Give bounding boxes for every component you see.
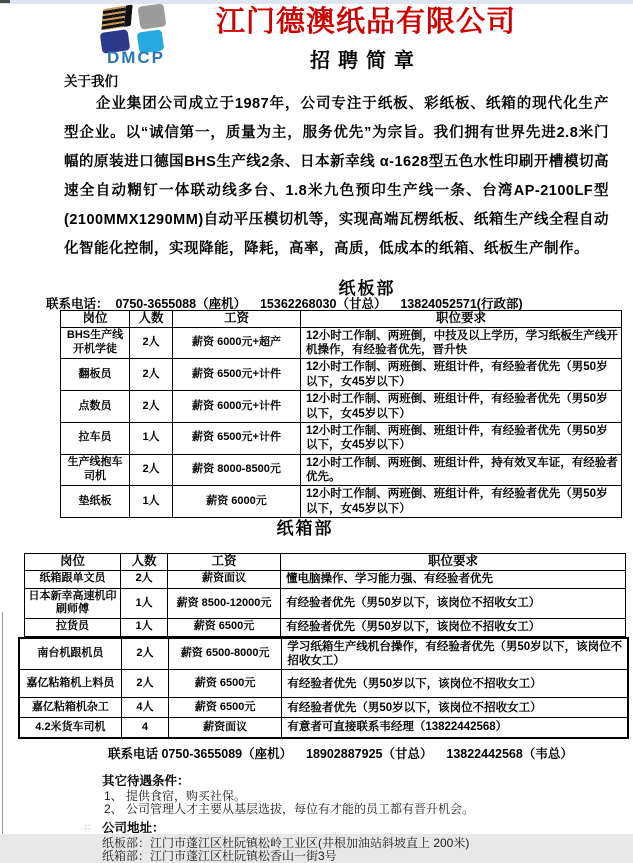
table-cell: 翻板员: [61, 359, 130, 391]
table-cell: 拉货员: [25, 619, 121, 636]
column-header: 人数: [130, 311, 173, 328]
header: [128, 6, 604, 73]
table-cell: 2人: [130, 327, 173, 359]
table-cell: 12小时工作制、两班倒、班组计件，有经验者优先（男50岁以下，女45岁以下）: [301, 391, 622, 423]
table-cell: 12小时工作制、两班倒、班组计件，有经验者优先（男50岁以下，女45岁以下）: [301, 422, 622, 454]
table-cell: 薪资 6500元: [168, 670, 281, 698]
box-dept-section: [0, 514, 633, 863]
table-cell: 南台机跟机员: [19, 638, 121, 670]
column-header: 工资: [168, 554, 281, 571]
table-cell: 点数员: [61, 391, 130, 423]
table-row: [25, 588, 626, 619]
table-row: [25, 570, 626, 588]
column-header: 岗位: [61, 311, 130, 328]
table-cell: 薪资 6000元+计件: [173, 391, 301, 423]
table-header-row: [61, 311, 622, 328]
table-cell: 垫纸板: [61, 486, 130, 518]
table-row: [61, 327, 622, 359]
table-cell: 学习纸箱生产线机台操作，有经验者优先（男50岁以下，该岗位不招收女工）: [282, 638, 628, 670]
column-header: 岗位: [25, 554, 121, 571]
table-row: [19, 638, 628, 670]
table-cell: 1人: [130, 422, 173, 454]
table-cell: 薪资 6500元+计件: [173, 422, 301, 454]
table-cell: 12小时工作制、两班倒、班组计件，有经验者优先（男50岁以下，女45岁以下）: [301, 486, 622, 518]
table-cell: 2人: [130, 454, 173, 486]
table-cell: 4人: [121, 698, 168, 718]
table-cell: 薪资 8000-8500元: [173, 454, 301, 486]
board-dept-address: 纸板部：江门市蓬江区杜阮镇松岭工业区(井根加油站斜坡直上 200米): [102, 835, 470, 850]
table-row: [61, 486, 622, 518]
table-cell: 12小时工作制、两班倒，中技及以上学历，学习纸板生产线开机操作，有经验者优先，晋升快: [301, 327, 622, 359]
board-dept-title: 纸板部: [338, 279, 396, 298]
table-cell: 懂电脑操作、学习能力强、有经验者优先: [281, 570, 626, 588]
table-cell: 2人: [130, 391, 173, 423]
table-cell: 有经验者优先（男50岁以下，该岗位不招收女工）: [281, 588, 626, 619]
table-cell: 2人: [121, 570, 168, 588]
table-cell: 薪资面议: [168, 718, 281, 738]
table-cell: 有经验者优先（男50岁以下，该岗位不招收女工）: [281, 619, 626, 636]
table-cell: 2人: [121, 638, 168, 670]
table-cell: 有经验者优先（男50岁以下，该岗位不招收女工）: [282, 670, 628, 698]
logo-text: DMCP: [106, 48, 166, 67]
table-cell: 纸箱跟单文员: [25, 570, 121, 588]
board-dept-contact-phones: 联系电话： 0750-3655088（座机） 15362268030（甘总） 13824052571(行政部): [46, 297, 523, 311]
table-cell: BHS生产线开机学徒: [61, 327, 130, 359]
address-heading: 公司地址：: [102, 820, 165, 835]
table-row: [61, 422, 622, 454]
table-cell: 薪资 6500元: [168, 698, 281, 718]
box-dept-contact-phones: 联系电话 0750-3655089（座机） 18902887925（甘总） 13822442568（韦总）: [108, 746, 573, 761]
column-header: 工资: [173, 311, 301, 328]
benefits-heading: 其它待遇条件：: [102, 773, 190, 788]
flyer-subtitle: 招聘简章: [310, 50, 422, 72]
company-intro-paragraph: 企业集团公司成立于1987年，公司专注于纸板、彩纸板、纸箱的现代化生产型企业。以“诚信第一，质量为主，服务优先”为宗旨。我们拥有世界先进2.8米门幅的原装进口德国BHS生产线2条、日本新幸线 α-1628型五色水性印刷开槽模切高速全自动糊钉一体联动线多台、1.8米九色预印生产线一条、台湾AP-2100LF型(2100MMX1290MM)自动平压模切机等，实现高端瓦楞纸板、纸箱生产线全程自动化智能化控制，实现降能，降耗，高率，高质，低成本的纸箱、纸板生产制作。: [64, 96, 609, 257]
table-cell: 生产线抱车司机: [61, 454, 130, 486]
table-cell: 12小时工作制、两班倒、班组计件，持有效叉车证，有经验者优先。: [301, 454, 622, 486]
table-cell: 有经验者优先（男50岁以下，该岗位不招收女工）: [282, 698, 628, 718]
table-row: [61, 391, 622, 423]
about-us-heading: 关于我们: [64, 74, 118, 89]
table-cell: 嘉亿粘箱机杂工: [19, 698, 121, 718]
table-cell: 日本新幸高速机印刷师傅: [25, 588, 121, 619]
table-header-row: [25, 554, 626, 571]
company-name-title: 江门德澳纸品有限公司: [215, 6, 516, 38]
table-cell: 薪资 6500-8000元: [168, 638, 281, 670]
table-cell: 薪资 6000元+超产: [173, 327, 301, 359]
column-header: 职位要求: [301, 311, 622, 328]
table-cell: 12小时工作制、两班倒、班组计件，有经验者优先（男50岁以下，女45岁以下）: [301, 359, 622, 391]
column-header: 人数: [121, 554, 168, 571]
benefit-item: 2、 公司管理人才主要从基层选拔，每位有才能的员工都有晋升机会。: [104, 802, 475, 817]
box-dept-address: 纸箱部：江门市蓬江区杜阮镇松香山一街3号: [102, 849, 337, 863]
table-cell: 1人: [130, 486, 173, 518]
table-row: [19, 698, 628, 718]
table-cell: 4: [121, 718, 168, 738]
table-row: [25, 619, 626, 636]
table-cell: 2人: [130, 359, 173, 391]
table-cell: 2人: [121, 670, 168, 698]
table-cell: 有意者可直接联系韦经理（13822442568）: [282, 718, 628, 738]
table-cell: 1人: [121, 619, 168, 636]
table-cell: 1人: [121, 588, 168, 619]
table-row: [19, 718, 628, 738]
table-row: [19, 670, 628, 698]
table-cell: 薪资 8500-12000元: [168, 588, 281, 619]
table-row: [61, 359, 622, 391]
table-cell: 薪资 6500元: [168, 619, 281, 636]
box-dept-jobs-table-lower: [18, 637, 629, 739]
table-cell: 嘉亿粘箱机上料员: [19, 670, 121, 698]
column-header: 职位要求: [281, 554, 626, 571]
table-row: [61, 454, 622, 486]
table-cell: 拉车员: [61, 422, 130, 454]
benefit-item: 1、 提供食宿，购买社保。: [104, 788, 247, 803]
table-cell: 薪资面议: [168, 570, 281, 588]
window-corner-artifact: [0, 0, 10, 3]
table-cell: 薪资 6500元+计件: [173, 359, 301, 391]
board-dept-jobs-table: [60, 310, 622, 518]
box-dept-jobs-table-upper: [24, 553, 626, 637]
table-cell: 薪资 6000元: [173, 486, 301, 518]
table-cell: 4.2米货车司机: [19, 718, 121, 738]
page-footer-mark: ∷: [85, 823, 93, 832]
box-dept-title: 纸箱部: [276, 519, 334, 538]
